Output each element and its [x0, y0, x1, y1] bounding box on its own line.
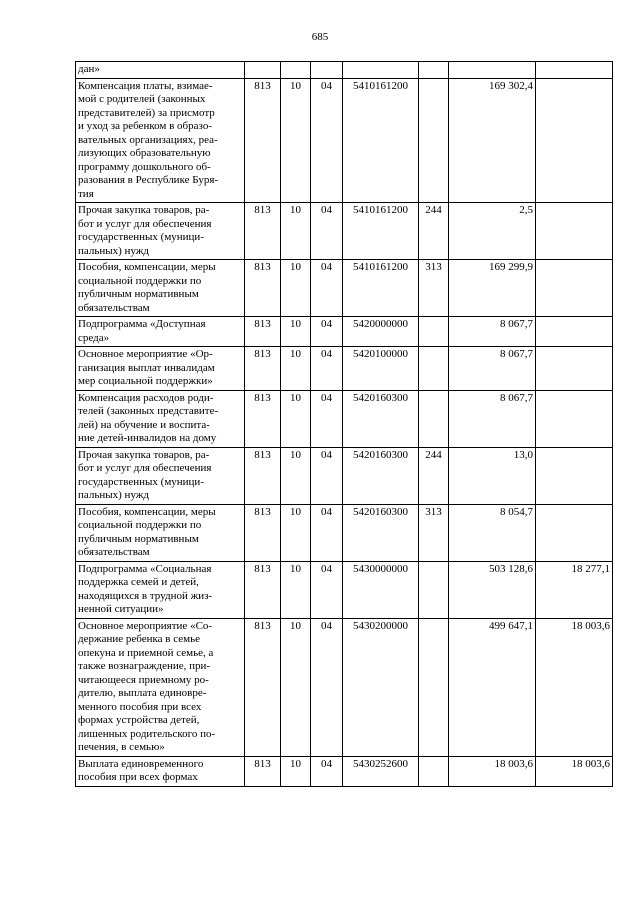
ved-cell: 813	[245, 260, 281, 317]
pr-cell: 04	[311, 347, 343, 391]
name-cell: Прочая закупка товаров, ра- бот и услуг для обеспечения государственных (муници- пальных) нужд	[76, 203, 245, 260]
sum2-cell	[536, 347, 613, 391]
sum2-cell	[536, 317, 613, 347]
table-row	[76, 203, 613, 260]
vr-cell	[419, 62, 449, 79]
ved-cell: 813	[245, 447, 281, 504]
sum-cell: 18 003,6	[449, 756, 536, 786]
pr-cell: 04	[311, 317, 343, 347]
table-row	[76, 260, 613, 317]
pr-cell: 04	[311, 203, 343, 260]
budget-table	[75, 61, 613, 787]
vr-cell: 313	[419, 504, 449, 561]
sum-cell: 8 067,7	[449, 347, 536, 391]
sum2-cell	[536, 390, 613, 447]
table-row	[76, 390, 613, 447]
name-cell: Прочая закупка товаров, ра- бот и услуг для обеспечения государственных (муници- пальных) нужд	[76, 447, 245, 504]
csr-cell: 5420160300	[343, 447, 419, 504]
vr-cell	[419, 78, 449, 203]
vr-cell	[419, 347, 449, 391]
vr-cell	[419, 561, 449, 618]
table-row	[76, 756, 613, 786]
page-number: 685	[311, 31, 329, 43]
name-cell: Основное мероприятие «Ор- ганизация выплат инвалидам мер социальной поддержки»	[76, 347, 245, 391]
ved-cell: 813	[245, 317, 281, 347]
name-cell: Основное мероприятие «Со- держание ребенка в семье опекуна и приемной семье, а также вознаграждение, при- читающееся приемному ро- дителю, выплата единовре- менного пособия при всех формах устройства детей, лишенных родительского по- печения, в семью»	[76, 618, 245, 756]
pr-cell: 04	[311, 504, 343, 561]
rz-cell: 10	[281, 756, 311, 786]
sum2-cell	[536, 203, 613, 260]
name-cell: Компенсация расходов роди- телей (законных представите- лей) на обучение и воспита- ние детей-инвалидов на дому	[76, 390, 245, 447]
sum-cell: 13,0	[449, 447, 536, 504]
pr-cell: 04	[311, 260, 343, 317]
rz-cell	[281, 62, 311, 79]
sum2-cell	[536, 447, 613, 504]
csr-cell: 5430200000	[343, 618, 419, 756]
table-row	[76, 347, 613, 391]
sum-cell: 8 054,7	[449, 504, 536, 561]
csr-cell: 5420000000	[343, 317, 419, 347]
pr-cell: 04	[311, 390, 343, 447]
name-cell: дан»	[76, 62, 245, 79]
pr-cell: 04	[311, 78, 343, 203]
ved-cell: 813	[245, 756, 281, 786]
rz-cell: 10	[281, 317, 311, 347]
ved-cell: 813	[245, 390, 281, 447]
csr-cell: 5420160300	[343, 390, 419, 447]
pr-cell: 04	[311, 447, 343, 504]
csr-cell: 5430252600	[343, 756, 419, 786]
sum2-cell: 18 003,6	[536, 756, 613, 786]
ved-cell: 813	[245, 78, 281, 203]
name-cell: Пособия, компенсации, меры социальной поддержки по публичным нормативным обязательствам	[76, 504, 245, 561]
ved-cell: 813	[245, 561, 281, 618]
sum-cell: 8 067,7	[449, 317, 536, 347]
csr-cell: 5420100000	[343, 347, 419, 391]
csr-cell: 5420160300	[343, 504, 419, 561]
vr-cell: 313	[419, 260, 449, 317]
sum2-cell	[536, 62, 613, 79]
rz-cell: 10	[281, 504, 311, 561]
rz-cell: 10	[281, 347, 311, 391]
sum-cell: 503 128,6	[449, 561, 536, 618]
sum-cell: 499 647,1	[449, 618, 536, 756]
budget-table-body	[76, 62, 613, 787]
csr-cell: 5410161200	[343, 78, 419, 203]
ved-cell: 813	[245, 504, 281, 561]
csr-cell: 5430000000	[343, 561, 419, 618]
name-cell: Выплата единовременного пособия при всех формах	[76, 756, 245, 786]
vr-cell: 244	[419, 447, 449, 504]
vr-cell	[419, 390, 449, 447]
sum-cell	[449, 62, 536, 79]
vr-cell	[419, 618, 449, 756]
name-cell: Подпрограмма «Доступная среда»	[76, 317, 245, 347]
ved-cell: 813	[245, 618, 281, 756]
table-row	[76, 504, 613, 561]
sum-cell: 169 299,9	[449, 260, 536, 317]
pr-cell	[311, 62, 343, 79]
rz-cell: 10	[281, 390, 311, 447]
vr-cell	[419, 756, 449, 786]
table-row	[76, 62, 613, 79]
ved-cell	[245, 62, 281, 79]
name-cell: Пособия, компенсации, меры социальной поддержки по публичным нормативным обязательствам	[76, 260, 245, 317]
rz-cell: 10	[281, 447, 311, 504]
pr-cell: 04	[311, 561, 343, 618]
csr-cell: 5410161200	[343, 260, 419, 317]
sum2-cell: 18 277,1	[536, 561, 613, 618]
sum-cell: 2,5	[449, 203, 536, 260]
rz-cell: 10	[281, 260, 311, 317]
csr-cell	[343, 62, 419, 79]
pr-cell: 04	[311, 756, 343, 786]
name-cell: Компенсация платы, взимае- мой с родителей (законных представителей) за присмотр и уход за ребенком в образо- вательных организациях, реа- лизующих образовательную программу дошкольного об- разования в Республике Буря- тия	[76, 78, 245, 203]
sum-cell: 8 067,7	[449, 390, 536, 447]
csr-cell: 5410161200	[343, 203, 419, 260]
pr-cell: 04	[311, 618, 343, 756]
name-cell: Подпрограмма «Социальная поддержка семей и детей, находящихся в трудной жиз- ненной ситуации»	[76, 561, 245, 618]
vr-cell: 244	[419, 203, 449, 260]
sum2-cell	[536, 78, 613, 203]
table-row	[76, 618, 613, 756]
sum2-cell	[536, 260, 613, 317]
rz-cell: 10	[281, 618, 311, 756]
rz-cell: 10	[281, 78, 311, 203]
sum2-cell	[536, 504, 613, 561]
rz-cell: 10	[281, 203, 311, 260]
ved-cell: 813	[245, 203, 281, 260]
sum2-cell: 18 003,6	[536, 618, 613, 756]
vr-cell	[419, 317, 449, 347]
table-row	[76, 561, 613, 618]
table-row	[76, 78, 613, 203]
rz-cell: 10	[281, 561, 311, 618]
table-row	[76, 317, 613, 347]
ved-cell: 813	[245, 347, 281, 391]
table-row	[76, 447, 613, 504]
sum-cell: 169 302,4	[449, 78, 536, 203]
